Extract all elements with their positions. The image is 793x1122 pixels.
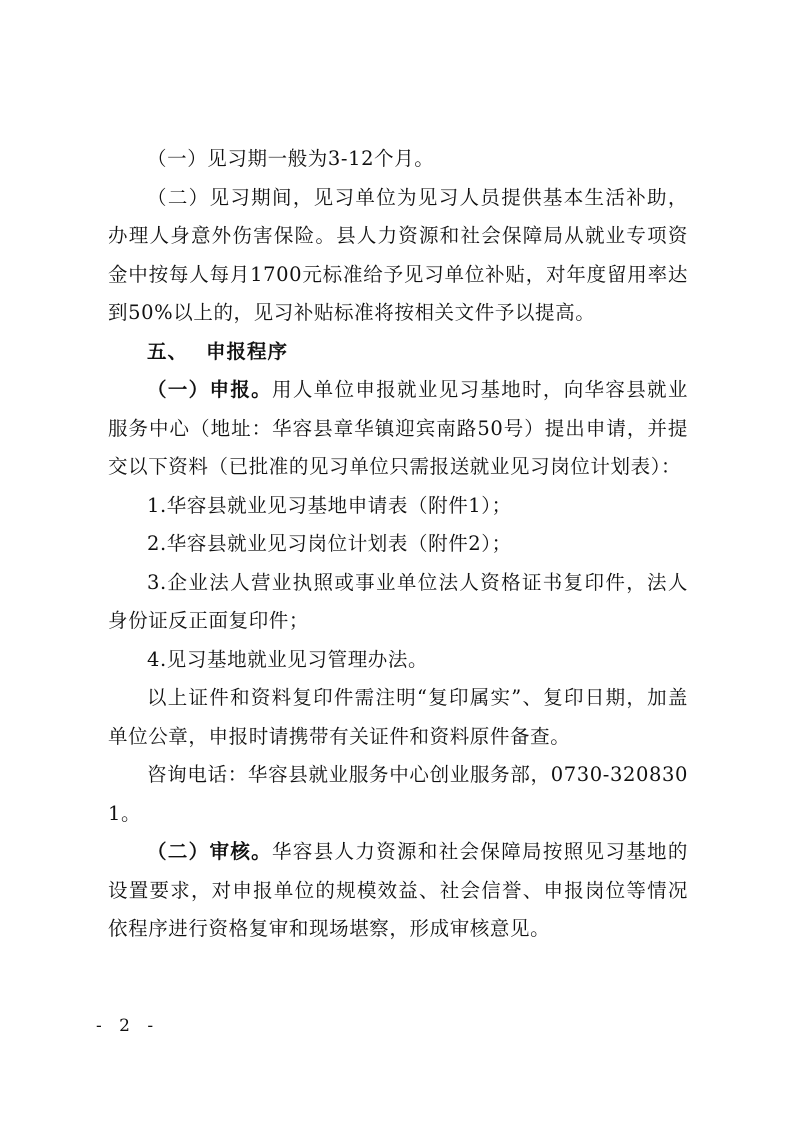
paragraph-lead-review: （二）审核。 bbox=[147, 840, 273, 863]
paragraph-application bbox=[108, 371, 688, 487]
list-item-2: 2.华容县就业见习岗位计划表（附件2）； bbox=[147, 532, 512, 555]
section-number: 五、 bbox=[147, 339, 189, 363]
document-body bbox=[108, 140, 688, 949]
section-title: 申报程序 bbox=[206, 339, 289, 363]
paragraph-copy-requirements: 以上证件和资料复印件需注明“复印属实”、复印日期，加盖单位公章，申报时请携带有关证件和资料原件备查。 bbox=[108, 686, 688, 748]
paragraph-review bbox=[108, 833, 688, 949]
paragraph-text-application: 用人单位申报就业见习基地时，向华容县就业服务中心（地址：华容县章华镇迎宾南路50号）提出申请，并提交以下资料（已批准的见习单位只需报送就业见习岗位计划表）： bbox=[108, 378, 688, 478]
paragraph-contact-phone: 咨询电话：华容县就业服务中心创业服务部，0730-3208301。 bbox=[108, 763, 688, 825]
page-number: - 2 - bbox=[96, 1016, 160, 1036]
paragraph-text-review: 华容县人力资源和社会保障局按照见习基地的设置要求，对申报单位的规模效益、社会信誉、申报岗位等情况依程序进行资格复审和现场堪察，形成审核意见。 bbox=[108, 840, 688, 940]
paragraph-lead-application: （一）申报。 bbox=[147, 378, 273, 401]
list-item-4: 4.见习基地就业见习管理办法。 bbox=[147, 647, 429, 671]
list-item-1: 1.华容县就业见习基地申请表（附件1）； bbox=[147, 493, 512, 517]
list-item-3: 3.企业法人营业执照或事业单位法人资格证书复印件，法人身份证反正面复印件； bbox=[108, 570, 688, 632]
paragraph-internship-subsidy: （二）见习期间，见习单位为见习人员提供基本生活补助，办理人身意外伤害保险。县人力资源和社会保障局从就业专项资金中按每人每月1700元标准给予见习单位补贴，对年度留用率达到50%以上的，见习补贴标准将按相关文件予以提高。 bbox=[108, 185, 688, 324]
section-heading-application-procedure bbox=[108, 333, 688, 372]
paragraph-internship-period: （一）见习期一般为3-12个月。 bbox=[147, 147, 435, 170]
